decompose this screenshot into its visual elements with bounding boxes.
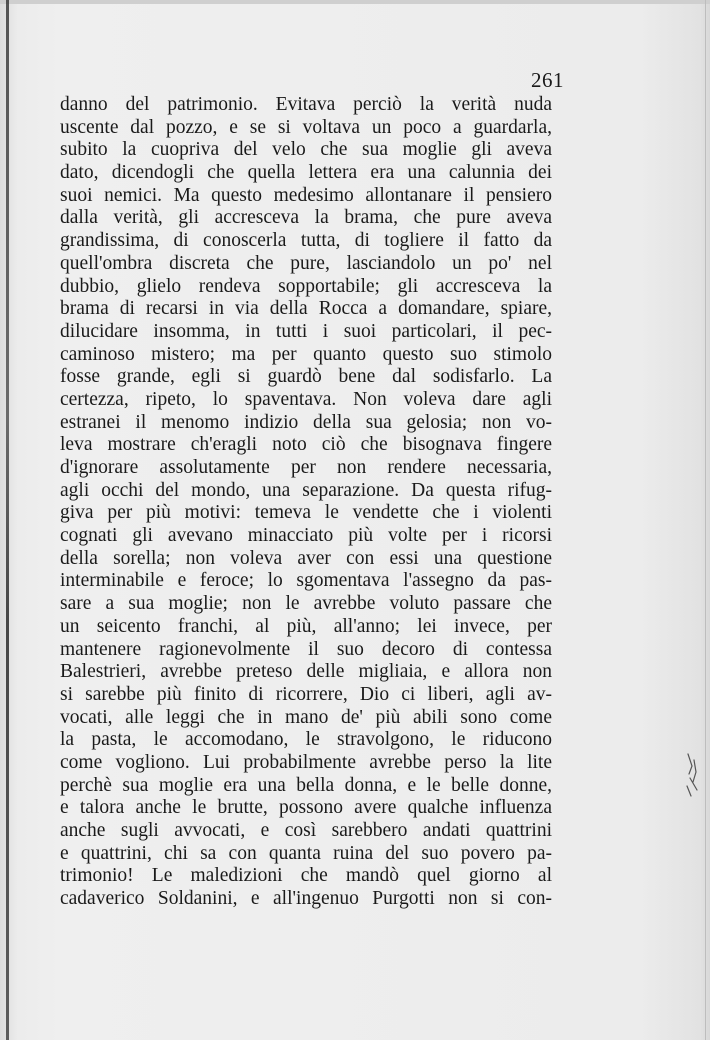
text-line: interminabile e feroce; lo sgomentava l'assegno da pas- bbox=[60, 570, 552, 592]
text-line: e talora anche le brutte, possono avere qualche influenza bbox=[60, 797, 552, 819]
text-line: anche sugli avvocati, e così sarebbero andati quattrini bbox=[60, 820, 552, 841]
right-page-edge bbox=[705, 0, 706, 1040]
text-line: mantenere ragionevolmente il suo decoro di contessa bbox=[60, 638, 552, 660]
text-line: cognati gli avevano minacciato più volte per i ricorsi bbox=[60, 525, 552, 547]
page-number: 261 bbox=[531, 68, 564, 92]
text-line: uscente dal pozzo, e se si voltava un poco a guardarla, bbox=[60, 116, 552, 138]
top-page-edge bbox=[0, 0, 710, 4]
text-line: fosse grande, egli si guardò bene dal sodisfarlo. La bbox=[60, 366, 552, 388]
text-line: la pasta, le accomodano, le stravolgono, le riducono bbox=[60, 729, 552, 751]
text-line: un seicento franchi, al più, all'anno; lei invece, per bbox=[60, 615, 552, 637]
binding-edge bbox=[6, 0, 9, 1040]
text-line: della sorella; non voleva aver con essi una questione bbox=[60, 547, 552, 569]
text-line: agli occhi del mondo, una separazione. Da questa rifug- bbox=[60, 479, 552, 501]
text-line: grandissima, di conoscerla tutta, di togliere il fatto da bbox=[60, 230, 552, 252]
text-line: danno del patrimonio. Evitava perciò la verità nuda bbox=[60, 94, 552, 115]
text-line: dilucidare insomma, in tutti i suoi particolari, il pec- bbox=[60, 320, 552, 342]
margin-scribble-mark bbox=[684, 752, 702, 798]
text-line: certezza, ripeto, lo spaventava. Non voleva dare agli bbox=[60, 388, 552, 410]
text-line: dalla verità, gli accresceva la brama, che pure aveva bbox=[60, 207, 552, 229]
text-line: estranei il menomo indizio della sua gelosia; non vo- bbox=[60, 411, 552, 433]
text-line: brama di recarsi in via della Rocca a domandare, spiare, bbox=[60, 298, 552, 320]
text-line: d'ignorare assolutamente per non rendere necessaria, bbox=[60, 457, 552, 478]
text-line: caminoso mistero; ma per quanto questo suo stimolo bbox=[60, 343, 552, 365]
body-text bbox=[60, 94, 552, 911]
text-line: dubbio, glielo rendeva sopportabile; gli accresceva la bbox=[60, 275, 552, 297]
text-line: subito la cuopriva del velo che sua moglie gli aveva bbox=[60, 139, 552, 161]
text-line: come vogliono. Lui probabilmente avrebbe perso la lite bbox=[60, 751, 552, 773]
text-line: quell'ombra discreta che pure, lasciandolo un po' nel bbox=[60, 252, 552, 274]
text-line: sare a sua moglie; non le avrebbe voluto passare che bbox=[60, 593, 552, 615]
text-line: trimonio! Le maledizioni che mandò quel giorno al bbox=[60, 865, 552, 887]
text-line: giva per più motivi: temeva le vendette che i violenti bbox=[60, 502, 552, 524]
text-line: si sarebbe più finito di ricorrere, Dio ci liberi, agli av- bbox=[60, 683, 552, 705]
text-line: Balestrieri, avrebbe preteso delle migliaia, e allora non bbox=[60, 661, 552, 683]
text-line: leva mostrare ch'eragli noto ciò che bisognava fingere bbox=[60, 434, 552, 456]
text-line: vocati, alle leggi che in mano de' più abili sono come bbox=[60, 706, 552, 728]
text-line: perchè sua moglie era una bella donna, e le belle donne, bbox=[60, 774, 552, 796]
text-line: e quattrini, chi sa con quanta ruina del suo povero pa- bbox=[60, 842, 552, 864]
text-line: cadaverico Soldanini, e all'ingenuo Purgotti non si con- bbox=[60, 888, 552, 910]
text-line: suoi nemici. Ma questo medesimo allontanare il pensiero bbox=[60, 184, 552, 206]
text-line: dato, dicendogli che quella lettera era una calunnia dei bbox=[60, 162, 552, 184]
